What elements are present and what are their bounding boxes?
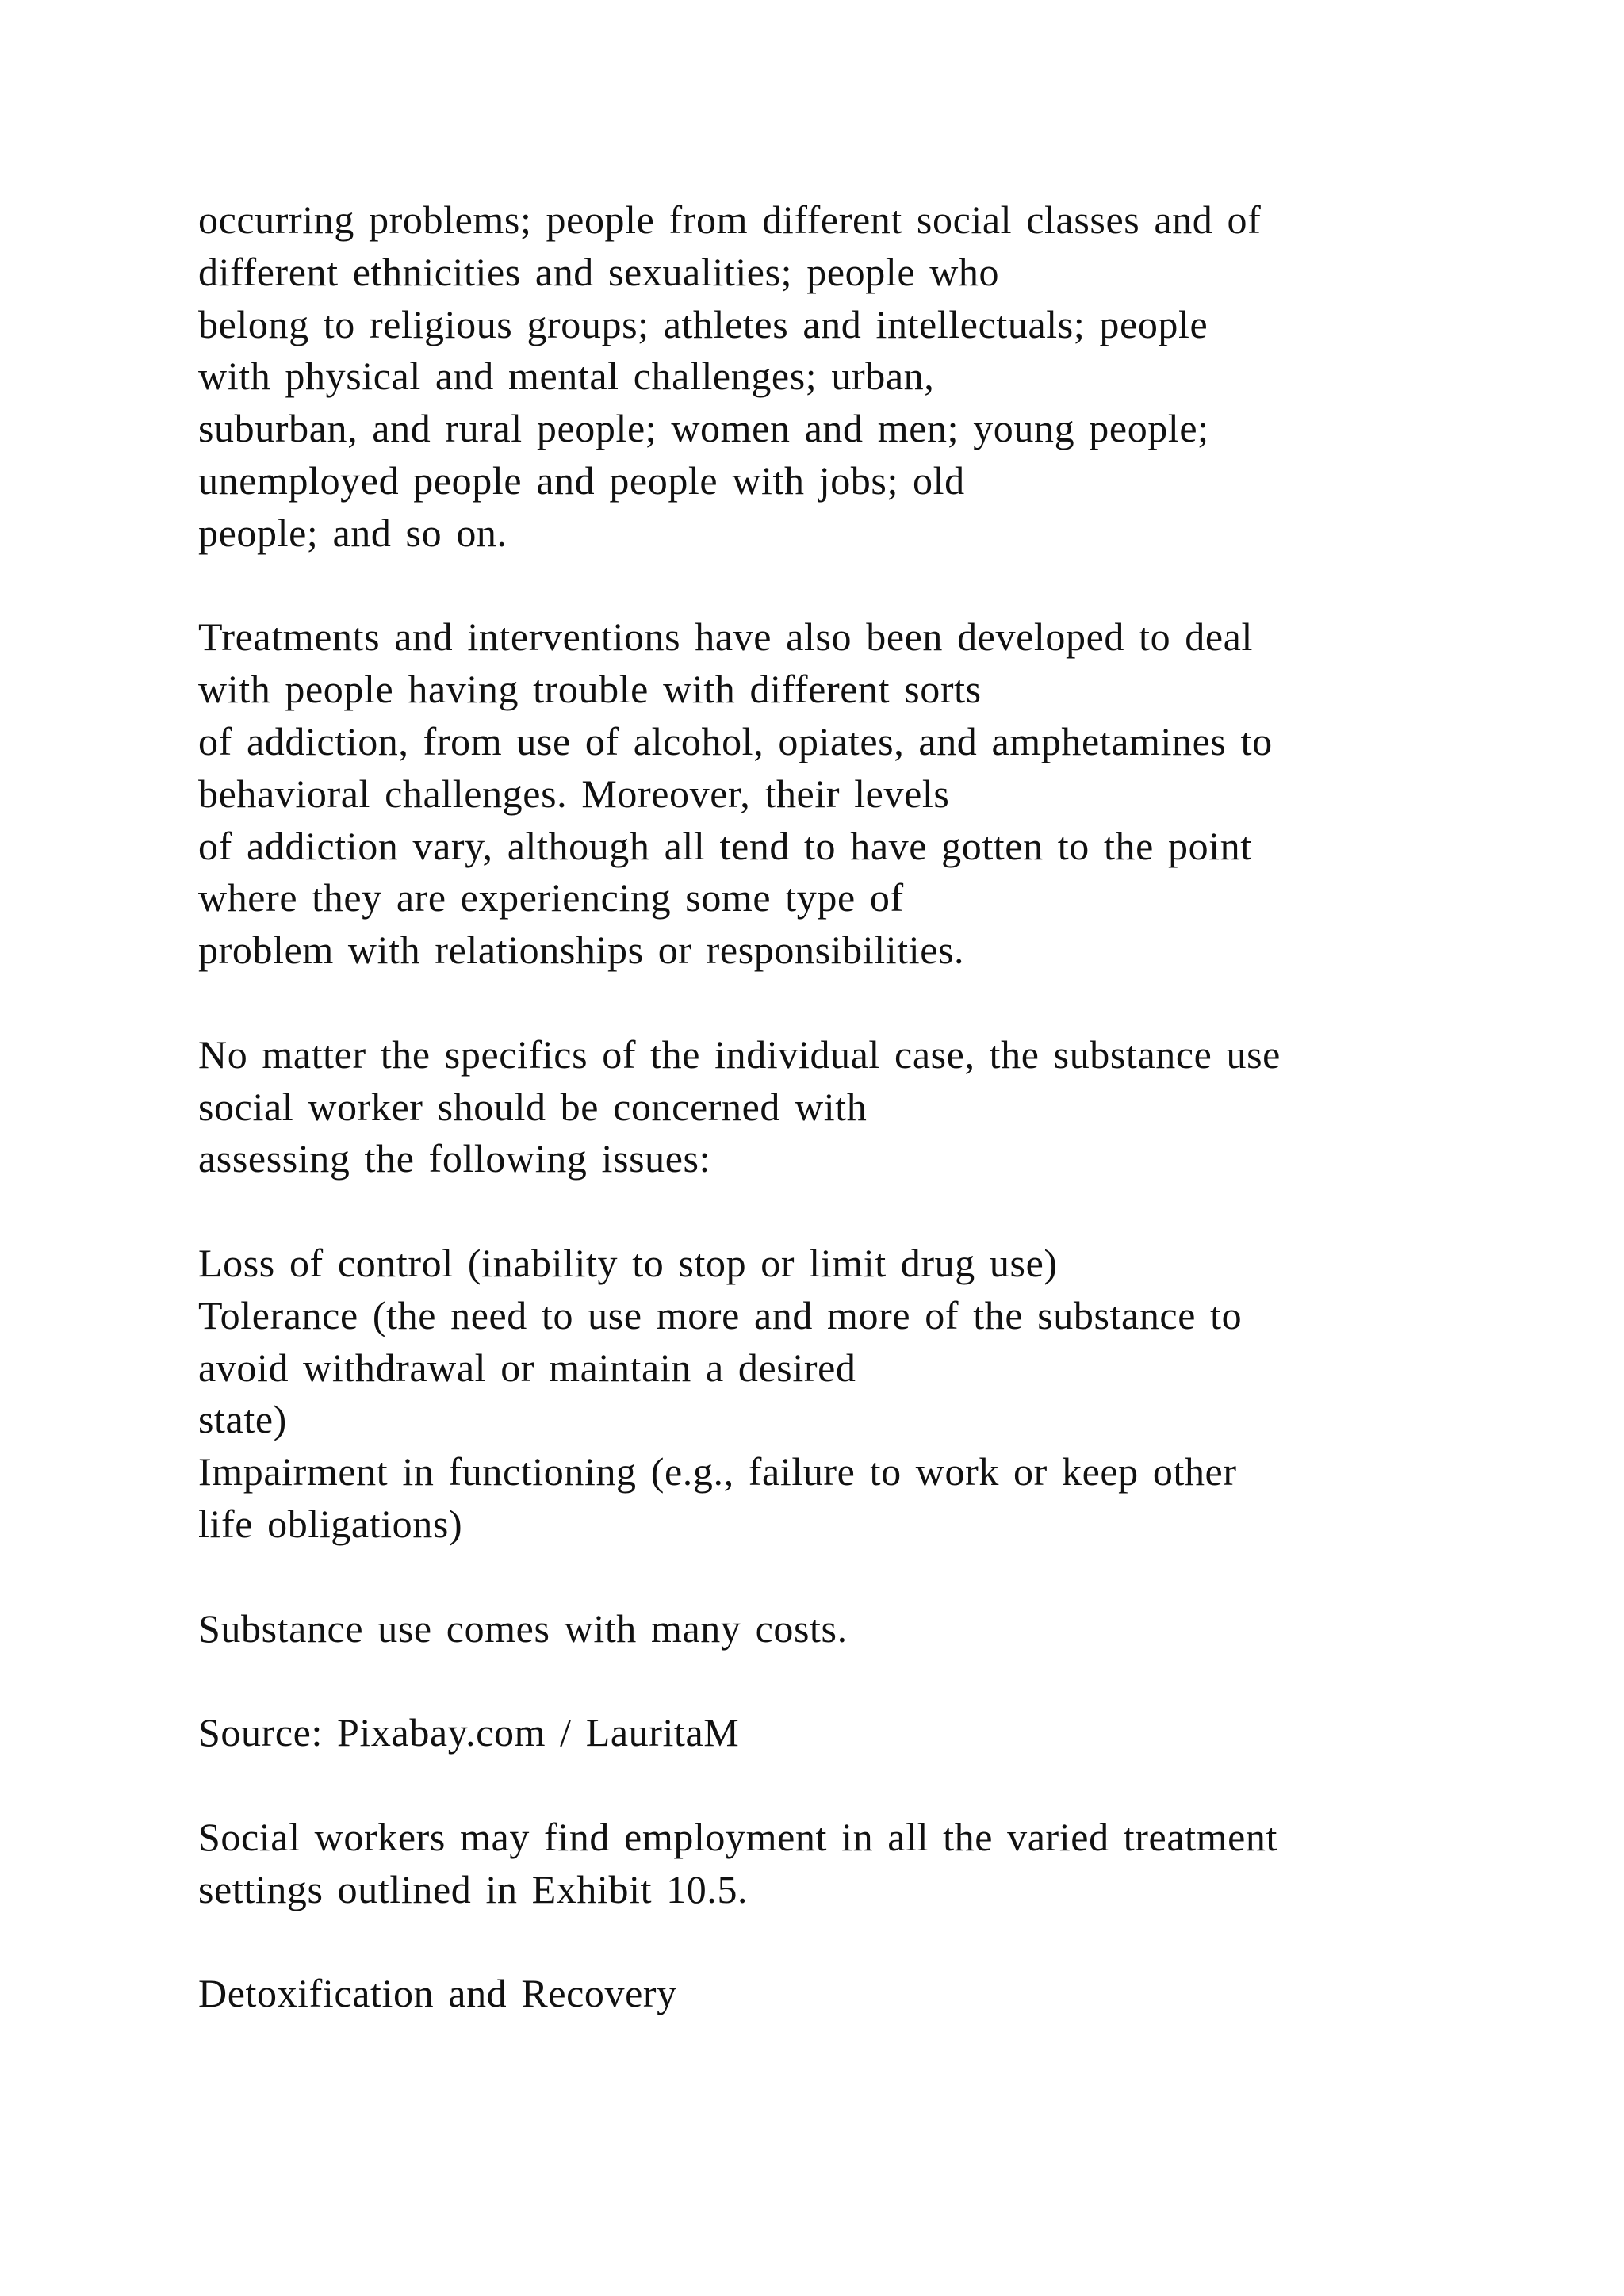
paragraph-assessment xyxy=(198,1029,1467,1185)
text-line: unemployed people and people with jobs; old xyxy=(198,457,965,503)
text-line: where they are experiencing some type of xyxy=(198,875,904,920)
section-heading: Detoxification and Recovery xyxy=(198,1971,677,2016)
image-caption: Substance use comes with many costs. xyxy=(198,1605,848,1651)
image-source: Source: Pixabay.com / LauritaM xyxy=(198,1710,740,1755)
text-line: different ethnicities and sexualities; people who xyxy=(198,249,1000,294)
text-line: settings outlined in Exhibit 10.5. xyxy=(198,1866,749,1911)
list-item: state) xyxy=(198,1397,287,1442)
text-line: assessing the following issues: xyxy=(198,1136,711,1181)
text-line: people; and so on. xyxy=(198,510,508,555)
paragraph-gap xyxy=(198,560,1467,612)
paragraph-populations xyxy=(198,194,1467,560)
text-line: problem with relationships or responsibilities. xyxy=(198,928,965,973)
paragraph-gap xyxy=(198,977,1467,1029)
list-item: Tolerance (the need to use more and more of the substance to xyxy=(198,1292,1243,1337)
list-item: avoid withdrawal or maintain a desired xyxy=(198,1345,856,1390)
text-line: Treatments and interventions have also been developed to deal xyxy=(198,614,1253,660)
paragraph-gap xyxy=(198,1551,1467,1603)
text-line: behavioral challenges. Moreover, their levels xyxy=(198,771,950,816)
text-line: No matter the specifics of the individual case, the substance use xyxy=(198,1031,1281,1077)
paragraph-gap xyxy=(198,1915,1467,1968)
list-item: Impairment in functioning (e.g., failure to work or keep other xyxy=(198,1449,1237,1494)
text-line: with physical and mental challenges; urban, xyxy=(198,354,935,399)
text-line: of addiction vary, although all tend to have gotten to the point xyxy=(198,823,1252,868)
paragraph-employment xyxy=(198,1812,1467,1916)
text-line: belong to religious groups; athletes and intellectuals; people xyxy=(198,301,1208,346)
text-line: occurring problems; people from different social classes and of xyxy=(198,197,1262,242)
document-body xyxy=(198,194,1467,2020)
paragraph-gap xyxy=(198,1655,1467,1707)
list-item: life obligations) xyxy=(198,1501,463,1546)
text-line: social worker should be concerned with xyxy=(198,1084,868,1129)
text-line: Social workers may find employment in all the varied treatment xyxy=(198,1814,1277,1859)
text-line: suburban, and rural people; women and men; young people; xyxy=(198,406,1209,451)
issues-list xyxy=(198,1238,1467,1551)
text-line: with people having trouble with different sorts xyxy=(198,667,982,712)
text-line: of addiction, from use of alcohol, opiates, and amphetamines to xyxy=(198,718,1273,763)
paragraph-treatments xyxy=(198,611,1467,977)
list-item: Loss of control (inability to stop or limit drug use) xyxy=(198,1240,1058,1285)
paragraph-gap xyxy=(198,1759,1467,1812)
paragraph-gap xyxy=(198,1185,1467,1238)
